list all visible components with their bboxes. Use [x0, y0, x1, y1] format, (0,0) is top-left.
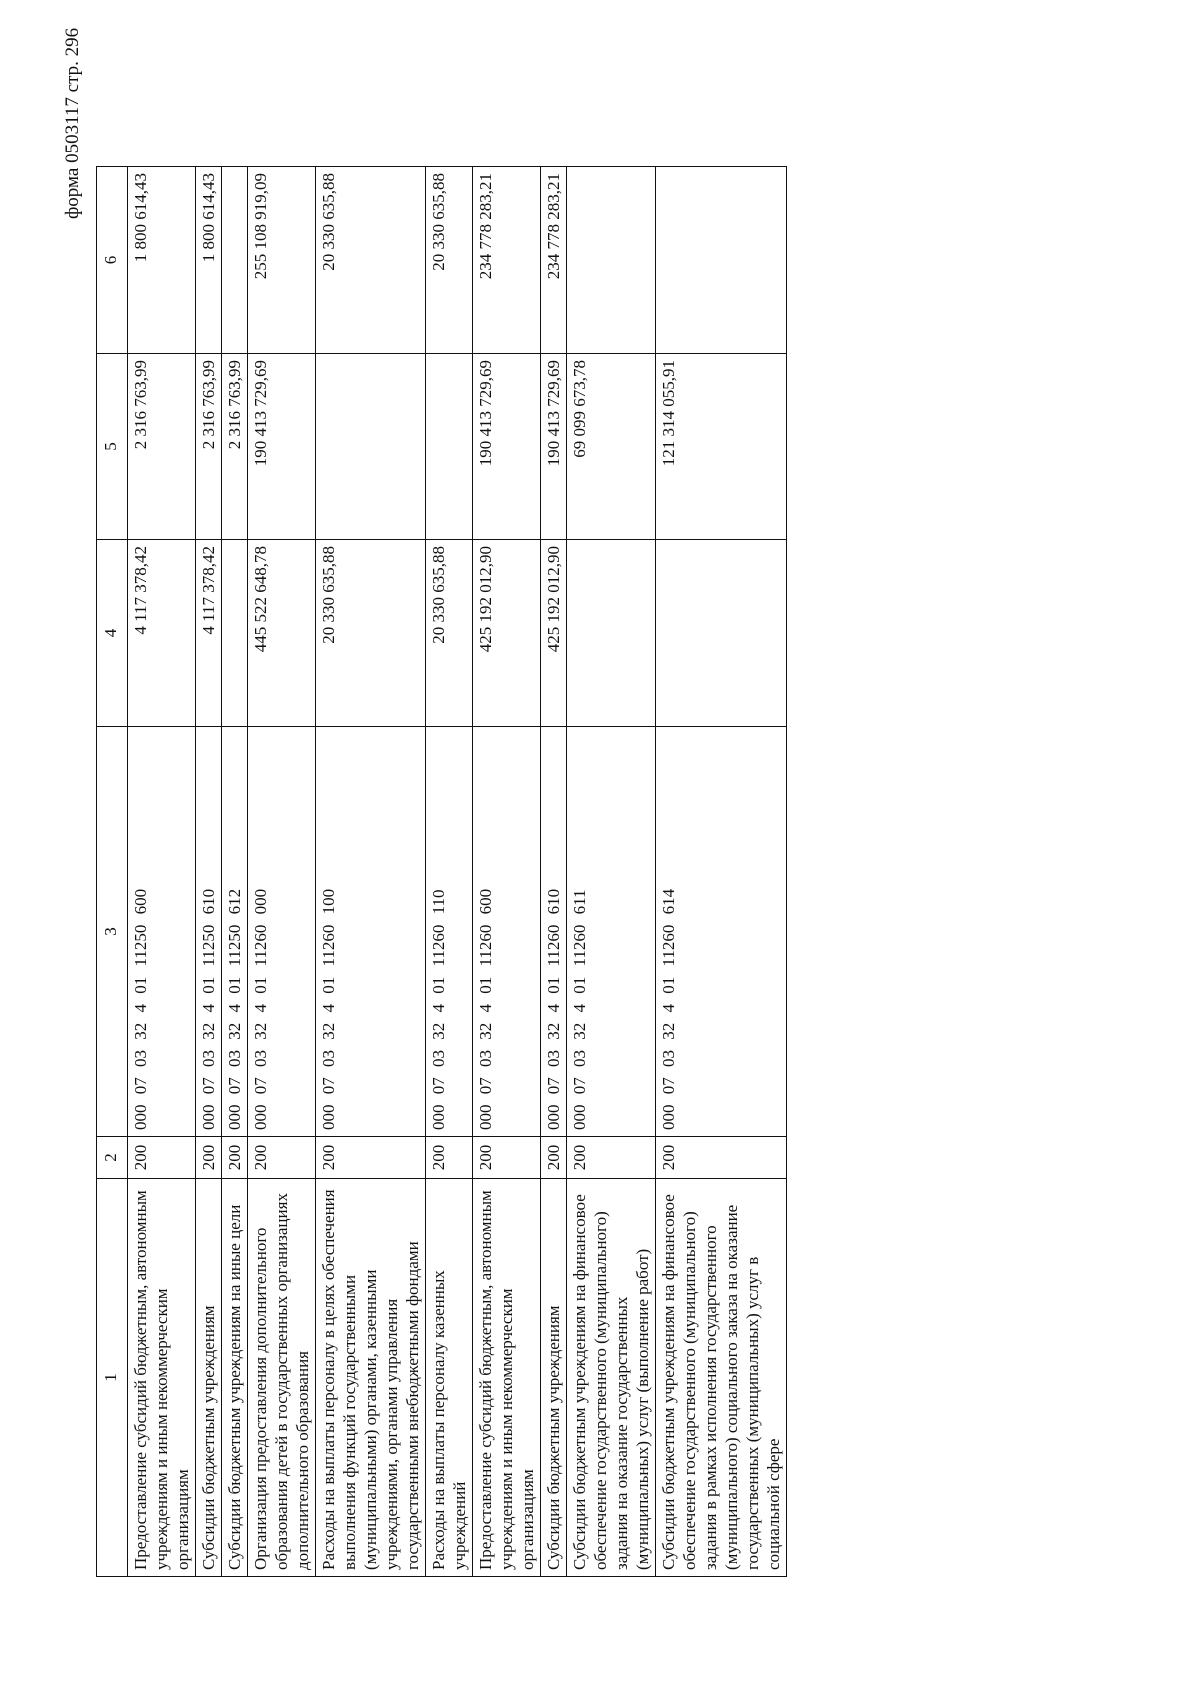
row-amount-col5-cell: 190 413 729,69: [541, 354, 567, 540]
column-header-4: 4: [97, 540, 128, 727]
row-budget-code-cell: 000 07 03 32 4 01 11260 600: [473, 727, 541, 1137]
row-amount-col5-cell: 2 316 763,99: [222, 354, 248, 540]
column-header-5: 5: [97, 354, 128, 540]
row-amount-col4-cell: 425 192 012,90: [541, 540, 567, 727]
row-line-code-cell: 200: [426, 1137, 473, 1179]
table-row: [128, 167, 196, 1577]
row-name-cell: Предоставление субсидий бюджетным, автономным учреждениям и иным некоммерческим организациям: [473, 1179, 541, 1577]
row-name-cell: Субсидии бюджетным учреждениям на финансовое обеспечение государственного (муниципального) задания на оказание государственных (муниципальных) услуг (выполнение работ): [567, 1179, 656, 1577]
column-header-2: 2: [97, 1137, 128, 1179]
row-amount-col5-cell: [316, 354, 426, 540]
row-line-code-cell: 200: [567, 1137, 656, 1179]
row-budget-code-cell: 000 07 03 32 4 01 11260 110: [426, 727, 473, 1137]
row-budget-code-cell: 000 07 03 32 4 01 11260 100: [316, 727, 426, 1137]
row-amount-col6-cell: 234 778 283,21: [541, 167, 567, 354]
row-amount-col4-cell: 20 330 635,88: [316, 540, 426, 727]
table-row: [473, 167, 541, 1577]
row-line-code-cell: 200: [541, 1137, 567, 1179]
row-name-cell: Субсидии бюджетным учреждениям на финансовое обеспечение государственного (муниципального) задания в рамках исполнения государственного (муниципального) социального заказа на оказание государственных (муниципальных) услуг в социальной сфере: [656, 1179, 787, 1577]
row-amount-col4-cell: 445 522 648,78: [248, 540, 316, 727]
row-amount-col5-cell: [426, 354, 473, 540]
table-row: [567, 167, 656, 1577]
row-amount-col6-cell: 1 800 614,43: [128, 167, 196, 354]
table-row: [222, 167, 248, 1577]
row-amount-col5-cell: 190 413 729,69: [248, 354, 316, 540]
header-row: [97, 167, 128, 1577]
row-budget-code-cell: 000 07 03 32 4 01 11260 614: [656, 727, 787, 1137]
row-amount-col6-cell: 255 108 919,09: [248, 167, 316, 354]
column-header-6: 6: [97, 167, 128, 354]
table-row: [316, 167, 426, 1577]
row-amount-col6-cell: 20 330 635,88: [426, 167, 473, 354]
row-amount-col4-cell: [656, 540, 787, 727]
form-header: форма 0503117 стр. 296: [62, 27, 83, 219]
row-name-cell: Организация предоставления дополнительного образования детей в государственных организациях дополнительного образования: [248, 1179, 316, 1577]
row-budget-code-cell: 000 07 03 32 4 01 11260 611: [567, 727, 656, 1137]
row-name-cell: Субсидии бюджетным учреждениям на иные цели: [222, 1179, 248, 1577]
row-amount-col4-cell: 4 117 378,42: [196, 540, 222, 727]
row-amount-col6-cell: [222, 167, 248, 354]
row-amount-col6-cell: 1 800 614,43: [196, 167, 222, 354]
row-budget-code-cell: 000 07 03 32 4 01 11250 610: [196, 727, 222, 1137]
row-amount-col4-cell: 425 192 012,90: [473, 540, 541, 727]
row-amount-col5-cell: 2 316 763,99: [196, 354, 222, 540]
row-line-code-cell: 200: [473, 1137, 541, 1179]
row-amount-col5-cell: 69 099 673,78: [567, 354, 656, 540]
column-header-1: 1: [97, 1179, 128, 1577]
row-budget-code-cell: 000 07 03 32 4 01 11260 000: [248, 727, 316, 1137]
row-amount-col5-cell: 121 314 055,91: [656, 354, 787, 540]
table-row: [196, 167, 222, 1577]
row-budget-code-cell: 000 07 03 32 4 01 11250 612: [222, 727, 248, 1137]
report-table: [96, 166, 787, 1577]
column-header-3: 3: [97, 727, 128, 1137]
table-row: [426, 167, 473, 1577]
row-amount-col4-cell: [567, 540, 656, 727]
table-body: [128, 167, 787, 1577]
row-amount-col6-cell: 20 330 635,88: [316, 167, 426, 354]
row-amount-col5-cell: 2 316 763,99: [128, 354, 196, 540]
row-amount-col5-cell: 190 413 729,69: [473, 354, 541, 540]
row-amount-col6-cell: [656, 167, 787, 354]
row-line-code-cell: 200: [248, 1137, 316, 1179]
row-name-cell: Субсидии бюджетным учреждениям: [196, 1179, 222, 1577]
row-name-cell: Субсидии бюджетным учреждениям: [541, 1179, 567, 1577]
row-line-code-cell: 200: [128, 1137, 196, 1179]
table-row: [541, 167, 567, 1577]
row-name-cell: Расходы на выплаты персоналу казенных учреждений: [426, 1179, 473, 1577]
row-line-code-cell: 200: [656, 1137, 787, 1179]
row-budget-code-cell: 000 07 03 32 4 01 11260 610: [541, 727, 567, 1137]
row-line-code-cell: 200: [316, 1137, 426, 1179]
row-amount-col6-cell: [567, 167, 656, 354]
table-row: [248, 167, 316, 1577]
row-name-cell: Расходы на выплаты персоналу в целях обеспечения выполнения функций государственными (муниципальными) органами, казенными учреждениями, органами управления государственными внебюджетными фондами: [316, 1179, 426, 1577]
row-name-cell: Предоставление субсидий бюджетным, автономным учреждениям и иным некоммерческим организациям: [128, 1179, 196, 1577]
row-amount-col4-cell: 20 330 635,88: [426, 540, 473, 727]
row-line-code-cell: 200: [196, 1137, 222, 1179]
table-row: [656, 167, 787, 1577]
row-amount-col4-cell: [222, 540, 248, 727]
row-budget-code-cell: 000 07 03 32 4 01 11250 600: [128, 727, 196, 1137]
row-amount-col4-cell: 4 117 378,42: [128, 540, 196, 727]
row-amount-col6-cell: 234 778 283,21: [473, 167, 541, 354]
row-line-code-cell: 200: [222, 1137, 248, 1179]
